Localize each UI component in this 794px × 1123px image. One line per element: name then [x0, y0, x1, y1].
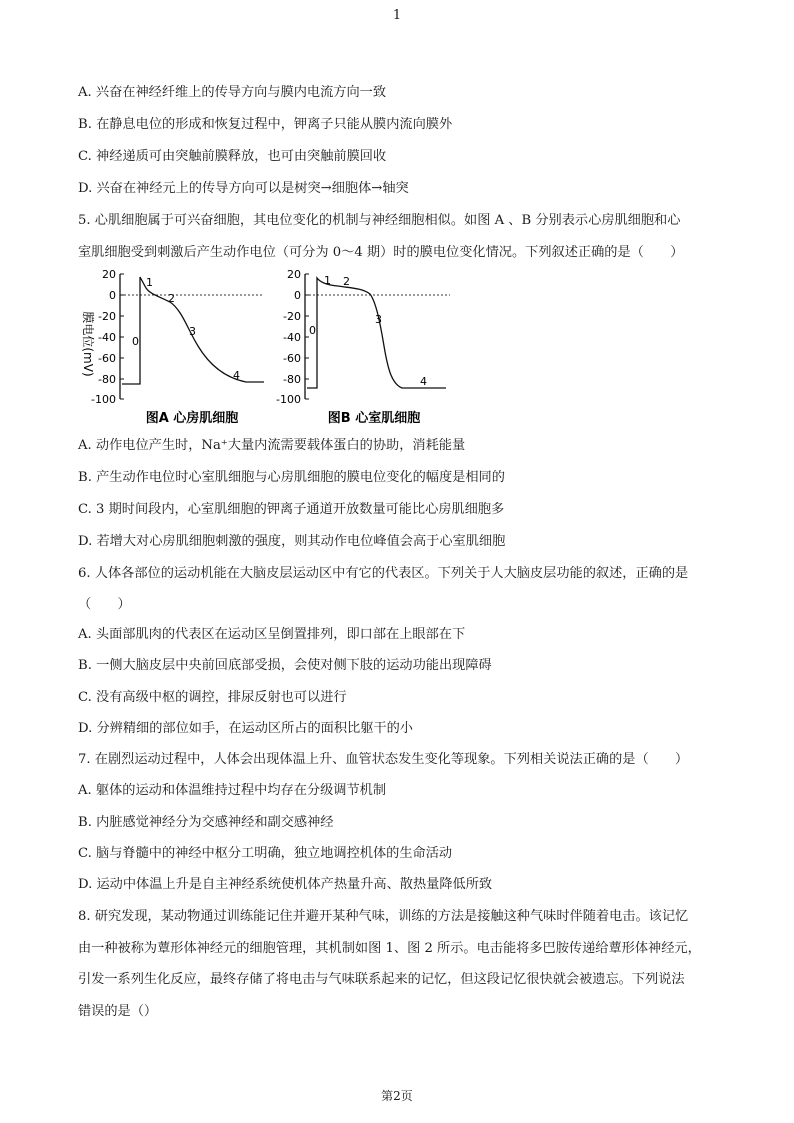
- q6-option-d: D. 分辨精细的部位如手，在运动区所占的面积比躯干的小: [78, 721, 413, 736]
- q7-option-d: D. 运动中体温上升是自主神经系统使机体产热量升高、散热量降低所致: [78, 877, 493, 892]
- phase-a-2: 2: [168, 292, 175, 305]
- ytick-a-m100: -100: [91, 393, 116, 406]
- q7-stem: 7. 在剧烈运动过程中，人体会出现体温上升、血管状态发生变化等现象。下列相关说法正确的是（ ）: [78, 752, 689, 767]
- ytick-b-m60: -60: [283, 352, 301, 365]
- page-footer: 第2页: [381, 1089, 413, 1103]
- ylabel: 膜电位(mV): [81, 311, 95, 377]
- q8-line4: 错误的是（）: [78, 1004, 158, 1019]
- caption-a: 图A 心房肌细胞: [145, 411, 239, 426]
- q4-option-c: C. 神经递质可由突触前膜释放，也可由突触前膜回收: [78, 149, 387, 164]
- q8-line3: 引发一系列生化反应，最终存储了将电击与气味联系起来的记忆，但这段记忆很快就会被遗忘。下列说法: [78, 972, 685, 987]
- ytick-b-m80: -80: [283, 373, 301, 386]
- q7-option-a: A. 躯体的运动和体温维持过程中均存在分级调节机制: [78, 783, 387, 798]
- phase-b-2: 2: [343, 275, 350, 288]
- ytick-b-m100: -100: [276, 393, 301, 406]
- q4-option-a: A. 兴奋在神经纤维上的传导方向与膜内电流方向一致: [78, 85, 387, 100]
- ytick-a-m20: -20: [98, 310, 116, 323]
- q5-option-d: D. 若增大对心房肌细胞刺激的强度，则其动作电位峰值会高于心室肌细胞: [78, 534, 506, 549]
- phase-b-4: 4: [420, 375, 427, 388]
- q8-line1: 8. 研究发现，某动物通过训练能记住并避开某种气味，训练的方法是接触这种气味时伴随着电击。该记忆: [78, 909, 689, 924]
- q5-stem-line2: 室肌细胞受到刺激后产生动作电位（可分为 0～4 期）时的膜电位变化情况。下列叙述正确的是（ ）: [78, 245, 684, 260]
- phase-a-4: 4: [233, 369, 240, 382]
- phase-a-0: 0: [132, 335, 139, 348]
- ytick-b-m20: -20: [283, 310, 301, 323]
- caption-b: 图B 心室肌细胞: [327, 411, 421, 426]
- q6-option-b: B. 一侧大脑皮层中央前回底部受损，会使对侧下肢的运动功能出现障碍: [78, 658, 492, 673]
- phase-a-3: 3: [189, 325, 196, 338]
- ytick-a-20: 20: [102, 268, 116, 281]
- ytick-a-0: 0: [109, 289, 116, 302]
- phase-b-1: 1: [324, 274, 331, 287]
- q6-option-a: A. 头面部肌肉的代表区在运动区呈倒置排列，即口部在上眼部在下: [78, 627, 466, 642]
- phase-b-3: 3: [375, 313, 382, 326]
- q8-line2: 由一种被称为蕈形体神经元的细胞管理，其机制如图 1、图 2 所示。电击能将多巴胺传递给蕈形体神经元，: [78, 941, 701, 956]
- q5-stem-line1: 5. 心肌细胞属于可兴奋细胞，其电位变化的机制与神经细胞相似。如图 A 、B 分别表示心房肌细胞和心: [78, 213, 681, 228]
- ytick-a-m60: -60: [98, 352, 116, 365]
- q7-option-c: C. 脑与脊髓中的神经中枢分工明确，独立地调控机体的生命活动: [78, 846, 453, 861]
- membrane-potential-figure: [68, 266, 488, 431]
- q5-option-a: A. 动作电位产生时，Na⁺大量内流需要载体蛋白的协助，消耗能量: [78, 438, 466, 453]
- panel-b: [276, 268, 450, 426]
- panel-a: [91, 268, 264, 426]
- curve-b: [307, 278, 446, 388]
- ytick-b-20: 20: [287, 268, 301, 281]
- q7-option-b: B. 内脏感觉神经分为交感神经和副交感神经: [78, 815, 334, 830]
- q5-option-c: C. 3 期时间段内，心室肌细胞的钾离子通道开放数量可能比心房肌细胞多: [78, 502, 505, 517]
- q6-stem-line1: 6. 人体各部位的运动机能在大脑皮层运动区中有它的代表区。下列关于人大脑皮层功能的叙述，正确的是: [78, 566, 689, 581]
- ytick-a-m80: -80: [98, 373, 116, 386]
- q6-option-c: C. 没有高级中枢的调控，排尿反射也可以进行: [78, 690, 347, 705]
- q4-option-d: D. 兴奋在神经元上的传导方向可以是树突→细胞体→轴突: [78, 181, 409, 196]
- ytick-b-0: 0: [294, 289, 301, 302]
- q4-option-b: B. 在静息电位的形成和恢复过程中，钾离子只能从膜内流向膜外: [78, 117, 453, 132]
- q5-option-b: B. 产生动作电位时心室肌细胞与心房肌细胞的膜电位变化的幅度是相同的: [78, 470, 505, 485]
- ytick-b-m40: -40: [283, 331, 301, 344]
- phase-a-1: 1: [146, 276, 153, 289]
- page-number-top: 1: [392, 8, 402, 23]
- ytick-a-m40: -40: [98, 331, 116, 344]
- q6-stem-line2: （ ）: [78, 597, 131, 612]
- phase-b-0: 0: [309, 324, 316, 337]
